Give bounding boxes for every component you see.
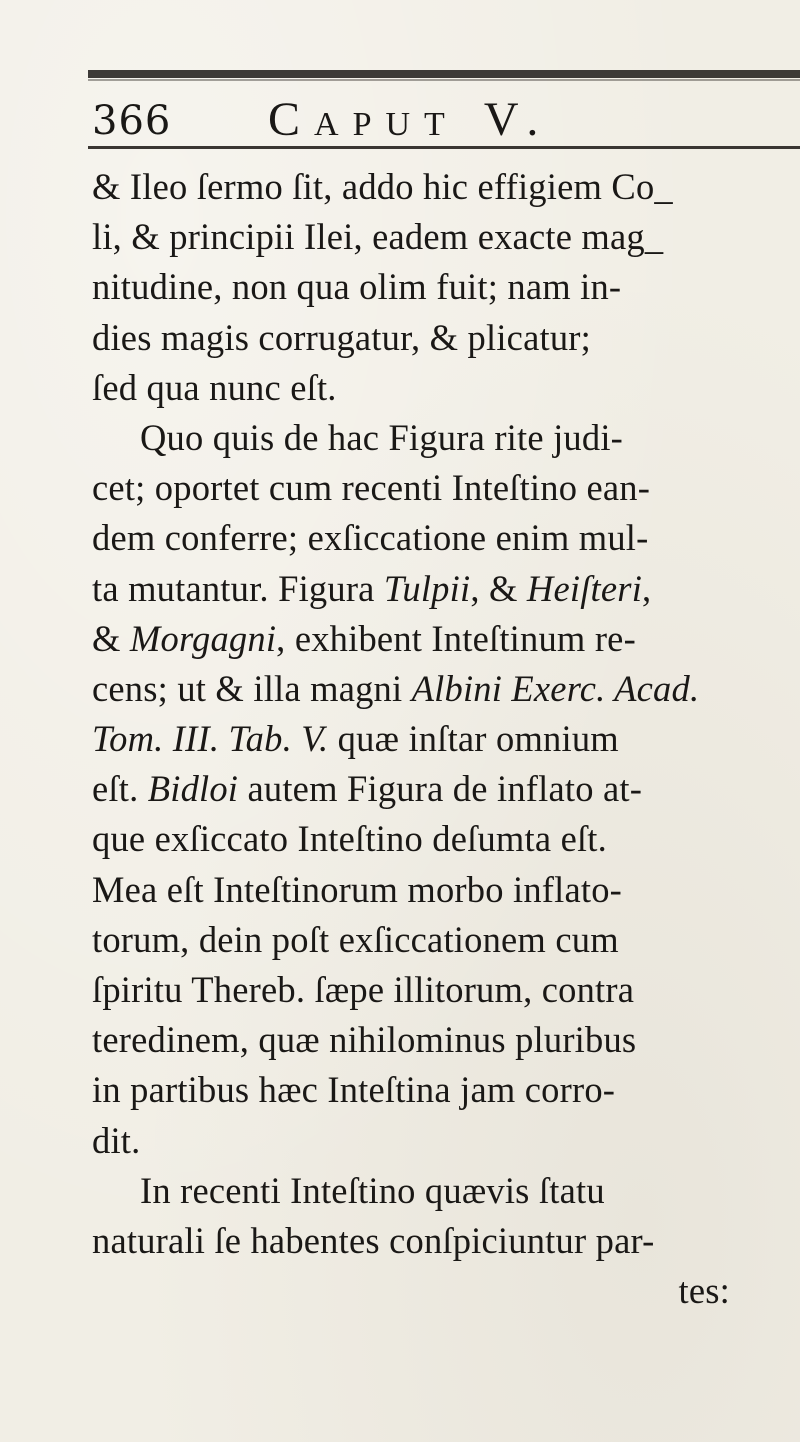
text-line: Mea eſt Inteſtinorum morbo inflato- <box>92 868 623 910</box>
text-line: cet; oportet cum recenti Inteſtino ean- <box>92 467 651 509</box>
text-line <box>92 564 800 614</box>
text-line: & Ileo ſermo ſit, addo hic effigiem Co_ <box>92 166 673 207</box>
text-line <box>92 764 800 814</box>
top-border-rule <box>88 70 800 78</box>
text-line: in partibus hæc Inteſtina jam corro- <box>92 1069 616 1111</box>
text-line: torum, dein poſt exſiccationem cum <box>92 918 619 960</box>
text-fragment: & <box>92 617 130 659</box>
text-fragment: , exhibent Inteſtinum re- <box>276 617 636 659</box>
header-rule <box>88 146 800 149</box>
text-line: ſpiritu Thereb. ſæpe illitorum, contra <box>92 969 635 1010</box>
text-fragment: quæ inſtar omnium <box>328 718 619 760</box>
text-fragment: cens; ut & illa magni <box>92 667 412 709</box>
text-line: li, & principii Ilei, eadem exacte mag_ <box>92 216 664 258</box>
text-line <box>92 614 800 664</box>
text-line: ſed qua nunc eſt. <box>92 366 337 408</box>
text-line-catchword: tes: <box>678 1270 730 1312</box>
text-fragment: , & <box>470 567 527 609</box>
text-line: nitudine, non qua olim fuit; nam in- <box>92 266 622 308</box>
text-line: naturali ſe habentes conſpiciuntur par- <box>92 1219 655 1261</box>
text-line: que exſiccato Inteſtino deſumta eſt. <box>92 818 607 860</box>
text-line: teredinem, quæ nihilominus pluribus <box>92 1019 637 1061</box>
text-line: dies magis corrugatur, & plicatur; <box>92 316 591 358</box>
running-head <box>92 92 792 152</box>
text-fragment: eſt. <box>92 768 148 810</box>
text-line: Quo quis de hac Figura rite judi- <box>140 416 624 458</box>
cited-author: Morgagni <box>129 617 277 659</box>
text-line <box>92 714 800 764</box>
cited-author: Tulpii <box>383 567 471 609</box>
cited-work: Albini Exerc. Acad. <box>411 667 700 709</box>
body-text <box>92 162 800 1316</box>
text-line: dem conferre; exſiccatione enim mul- <box>92 517 649 559</box>
cited-author: Bidloi <box>147 768 239 810</box>
cited-reference: Tom. III. Tab. V. <box>92 718 329 760</box>
chapter-title: Caput V. <box>268 93 553 146</box>
text-fragment: , <box>642 567 652 609</box>
text-line: dit. <box>92 1119 141 1161</box>
text-fragment: autem Figura de inflato at- <box>238 768 643 810</box>
page-number: 366 <box>92 98 172 144</box>
cited-author: Heiſteri <box>526 567 643 609</box>
text-line: In recenti Inteſtino quævis ſtatu <box>140 1169 605 1211</box>
text-line <box>92 664 800 714</box>
text-fragment: ta mutantur. Figura <box>92 567 384 609</box>
